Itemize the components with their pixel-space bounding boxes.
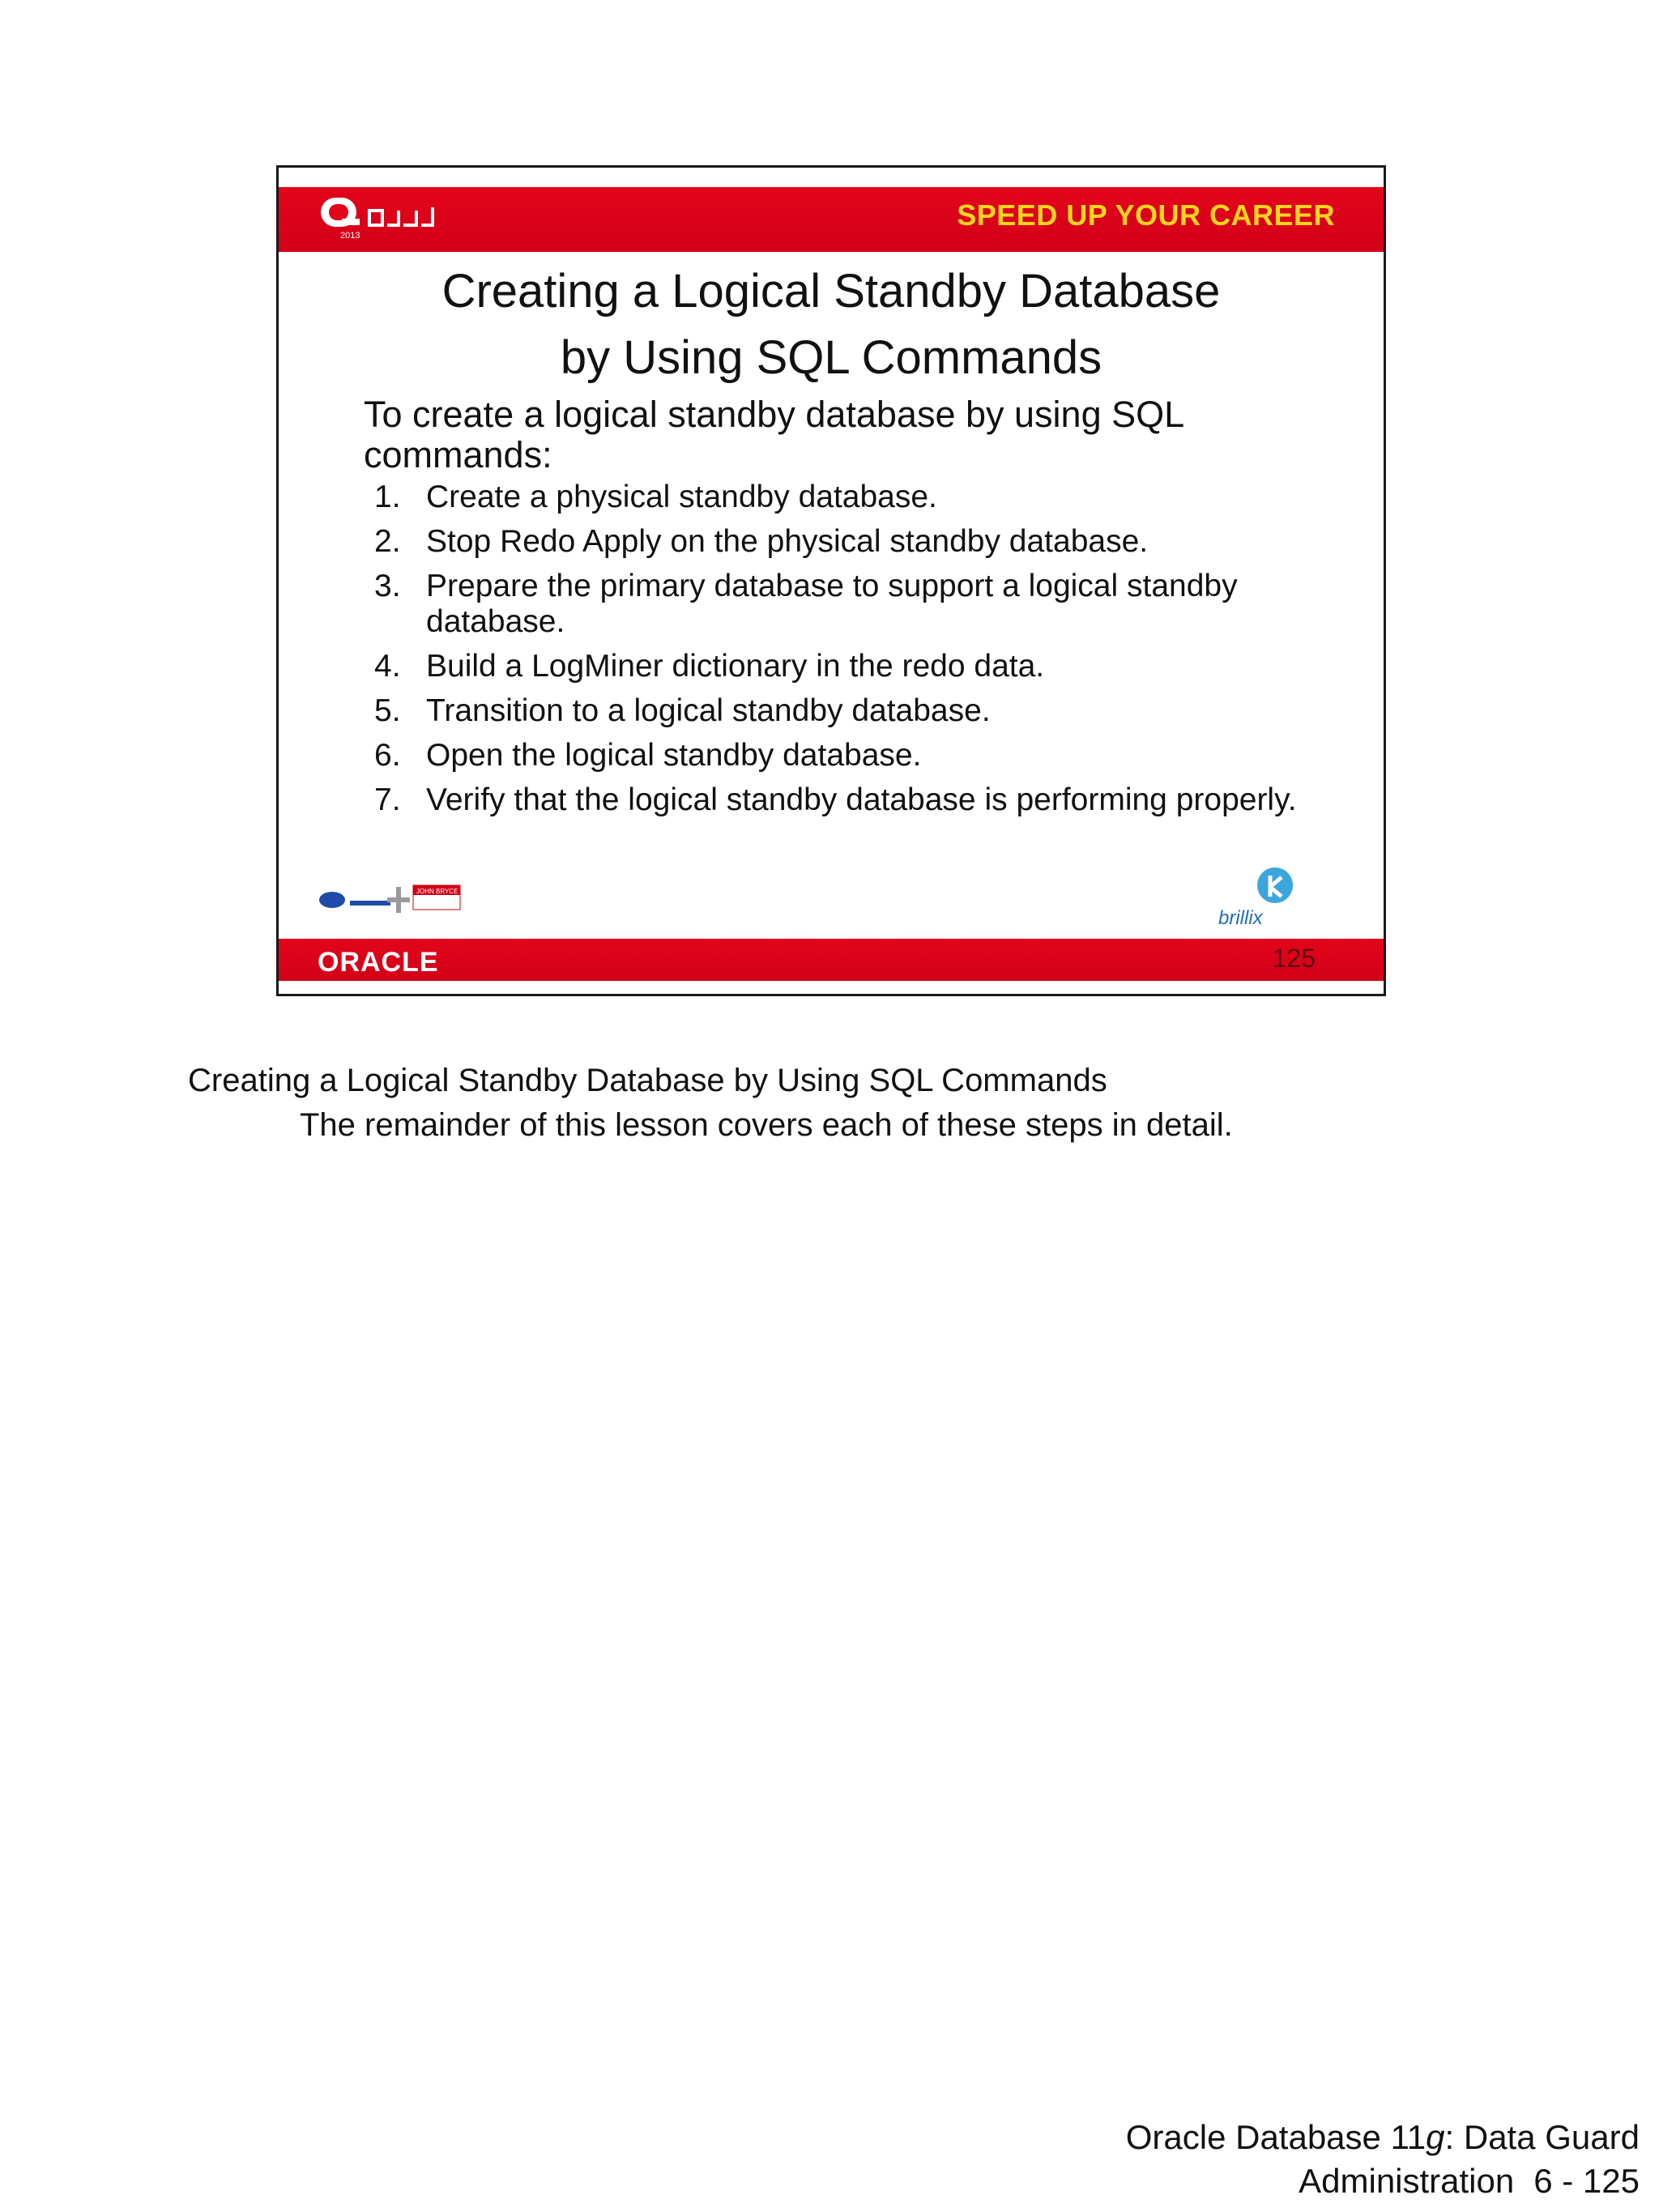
steps-list (374, 479, 1314, 827)
step-text: Create a physical standby database. (426, 479, 937, 514)
svg-text:JOHN BRYCE: JOHN BRYCE (416, 888, 458, 895)
footer-course: Administration (1299, 2162, 1515, 2200)
step-number: 5. (374, 693, 401, 728)
oracle-logo: ORACLE (318, 947, 439, 978)
step-item (374, 693, 1314, 729)
footer-product-italic: g (1426, 2118, 1445, 2156)
step-item (374, 738, 1314, 774)
footer-line-1 (1126, 2116, 1640, 2159)
svg-text:2013: 2013 (340, 231, 360, 241)
svg-text:brillix: brillix (1218, 907, 1263, 929)
page-number: 6 - 125 (1533, 2162, 1640, 2200)
step-text: Transition to a logical standby database. (426, 693, 991, 728)
step-number: 6. (374, 738, 401, 773)
notes-body: The remainder of this lesson covers each of these steps in detail. (300, 1107, 1233, 1143)
brillix-logo-icon (1213, 864, 1311, 937)
event-logo-icon (318, 190, 447, 249)
step-number: 3. (374, 569, 401, 603)
step-text: Stop Redo Apply on the physical standby database. (426, 524, 1149, 559)
footer-product: Oracle Database 11 (1125, 2118, 1427, 2156)
step-item (374, 569, 1314, 640)
slide-intro-line-1: To create a logical standby database by using SQL (364, 394, 1185, 435)
slide-title-line-1: Creating a Logical Standby Database (441, 265, 1221, 318)
step-number: 4. (374, 649, 401, 684)
slide-footer-band (279, 939, 1384, 981)
step-text: Build a LogMiner dictionary in the redo data. (426, 649, 1045, 684)
step-number: 7. (374, 782, 401, 817)
slide-tagline: SPEED UP YOUR CAREER (957, 198, 1335, 232)
step-text: Open the logical standby database. (426, 738, 922, 773)
notes-title: Creating a Logical Standby Database by Using SQL Commands (188, 1063, 1107, 1098)
step-number: 2. (374, 524, 401, 559)
step-item (374, 782, 1314, 818)
slide-number: 125 (1272, 944, 1316, 973)
step-item (374, 649, 1314, 684)
partner-logo-icon (318, 880, 463, 918)
footer-product-suffix: : Data Guard (1444, 2118, 1640, 2156)
step-item (374, 479, 1314, 515)
step-text: Prepare the primary database to support a logical standby database. (426, 569, 1238, 639)
footer-line-2 (1126, 2159, 1640, 2203)
slide-intro (364, 394, 1271, 475)
slide-thumbnail (276, 165, 1386, 996)
slide-intro-line-2: commands: (364, 434, 552, 475)
slide-title-line-2: by Using SQL Commands (560, 331, 1102, 384)
step-number: 1. (374, 479, 401, 514)
slide-title (279, 258, 1384, 391)
step-text: Verify that the logical standby database is performing properly. (426, 782, 1297, 817)
step-item (374, 524, 1314, 560)
page-footer (1126, 2116, 1640, 2203)
